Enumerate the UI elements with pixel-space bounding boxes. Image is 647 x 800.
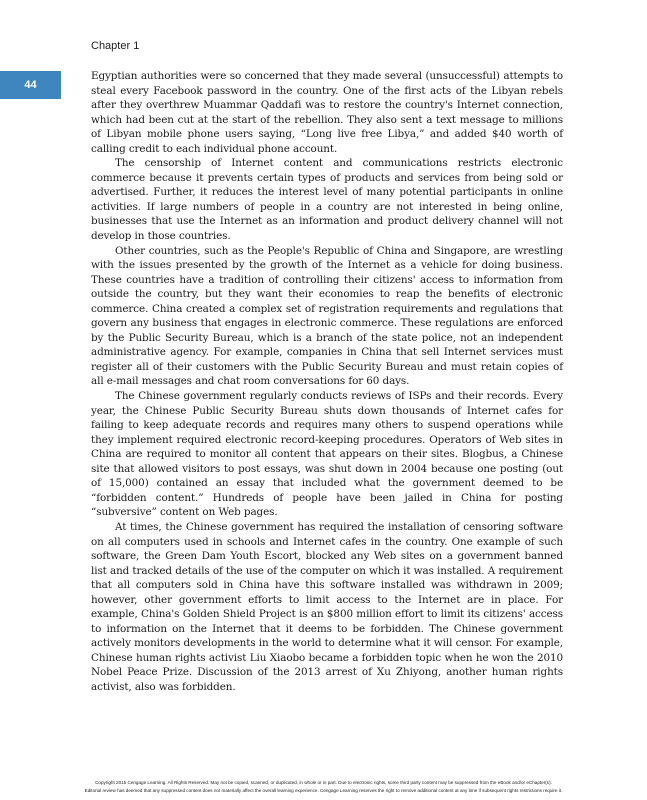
paragraph-5: At times, the Chinese government has required the installation of censoring software on all computers used in schools and Internet cafes in the country. One example of such software, the Green Dam Youth Escort, blocked any Web sites on a government banned list and tracked details of the use of the computer on which it was installed. A requirement that all computers sold in China have this software installed was withdrawn in 2009; however, other government efforts to limit access to the Internet are in place. For example, China's Golden Shield Project is an $800 million effort to limit its citizens' access to information on the Internet that it deems to be forbidden. The Chinese government actively monitors developments in the world to determine what it will censor. For example, Chinese human rights activist Liu Xiaobo became a forbidden topic when he won the 2010 Nobel Peace Prize. Discussion of the 2013 arrest of Xu Zhiyong, another human rights activist, also was forbidden. [91, 520, 563, 693]
paragraph-1: Egyptian authorities were so concerned that they made several (unsuccessful) attempts to steal every Facebook password in the country. One of the first acts of the Libyan rebels after they overthrew Muammar Qaddafi was to restore the country's Internet connection, which had been cut at the start of the rebellion. They also sent a text message to millions of Libyan mobile phone users saying, “Long live free Libya,” and added $40 worth of calling credit to each individual phone account. [91, 70, 563, 155]
page-number-tab: 44 [0, 71, 61, 99]
paragraph-3: Other countries, such as the People's Republic of China and Singapore, are wrestling with the issues presented by the growth of the Internet as a vehicle for doing business. These countries have a tradition of controlling their citizens' access to information from outside the country, but they want their economies to reap the benefits of electronic commerce. China created a complex set of registration requirements and regulations that govern any business that engages in electronic commerce. These regulations are enforced by the Public Security Bureau, which is a branch of the state police, not an independent administrative agency. For example, companies in China that sell Internet services must register all of their customers with the Public Security Bureau and must retain copies of all e-mail messages and chat room conversations for 60 days. [91, 244, 563, 388]
copyright-footer [0, 779, 647, 795]
body-text [91, 69, 563, 695]
copyright-line-1: Copyright 2015 Cengage Learning. All Rights Reserved. May not be copied, scanned, or duplicated, in whole or in part. Due to electronic rights, some third party content may be suppressed from the eBook and/or eChapter(s). [95, 780, 552, 785]
paragraph-2: The censorship of Internet content and communications restricts electronic commerce because it prevents certain types of products and services from being sold or advertised. Further, it reduces the interest level of many potential participants in online activities. If large numbers of people in a country are not interested in being online, businesses that use the Internet as an information and product delivery channel will not develop in those countries. [91, 157, 563, 243]
chapter-heading: Chapter 1 [91, 40, 140, 52]
paragraph-4: The Chinese government regularly conducts reviews of ISPs and their records. Every year, the Chinese Public Security Bureau shuts down thousands of Internet cafes for failing to keep adequate records and requires many others to suspend operations while they implement required electronic record-keeping procedures. Operators of Web sites in China are required to monitor all content that appears on their sites. Blogbus, a Chinese site that allowed visitors to post essays, was shut down in 2004 because one posting (out of 15,000) contained an essay that included what the government deemed to be “forbidden content.” Hundreds of people have been jailed in China for posting “subversive” content on Web pages. [91, 390, 563, 519]
copyright-line-2: Editorial review has deemed that any suppressed content does not materially affect the overall learning experience. Cengage Learning reserves the right to remove additional content at any time if subsequent rights restrictions require it. [84, 788, 563, 793]
